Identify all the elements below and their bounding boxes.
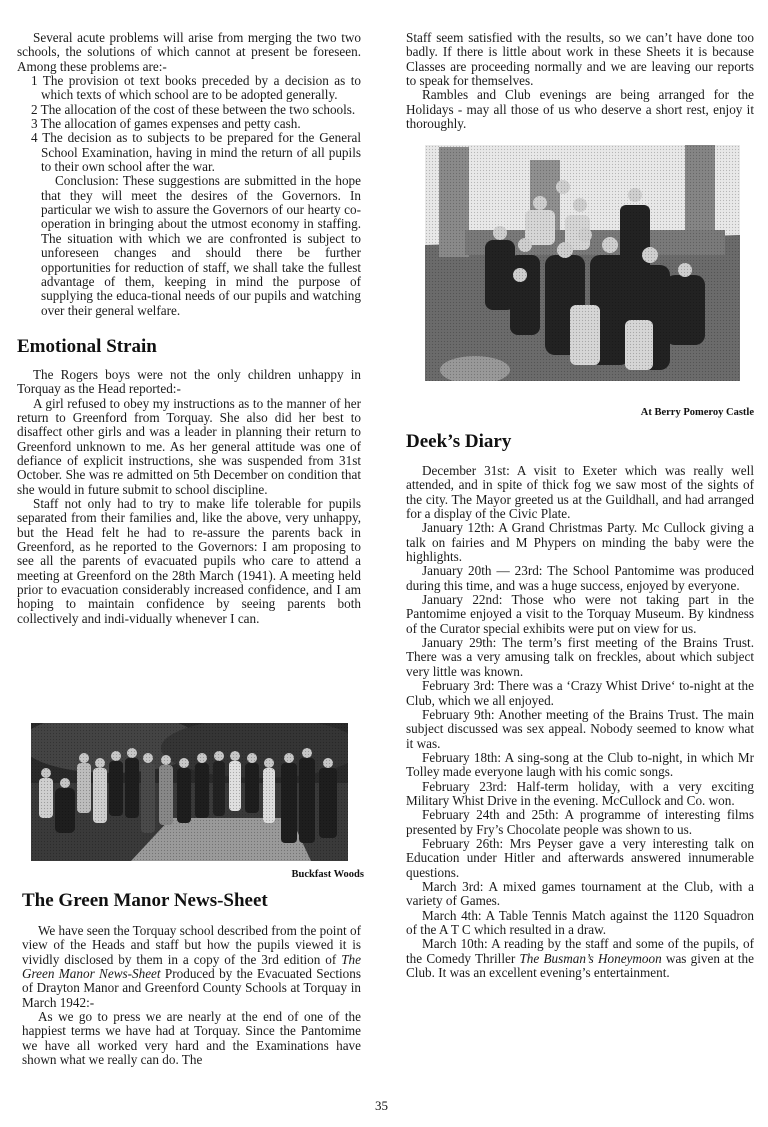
diary-entry: March 4th: A Table Tennis Match against the 1120 Squadron of the A T C which resulted in a draw. xyxy=(406,907,754,937)
diary-entry: February 26th: Mrs Peyser gave a very interesting talk on Education under Hitler and afterwards answered innumerable questions. xyxy=(406,835,754,880)
diary-entry: February 23rd: Half-term holiday, with a very exciting Military Whist Drive in the evening. McCullock and Co. won. xyxy=(406,778,754,808)
diary-entry: March 3rd: A mixed games tournament at the Club, with a variety of Games. xyxy=(406,878,754,909)
text-span: Produced by the Evacuated Sections of Drayton Manor and Greenford County Schools at Torquay in March 1942:- xyxy=(22,966,361,1010)
body-paragraph: A girl refused to obey my instructions as to the manner of her return to Greenford from Torquay. She also did her best to disaffect other girls and was a leader in planning their return to Greenford unknown to me. As her general attitude was one of defiance of explicit instructions, she was suspended from 31st October. She was re admitted on 5th December on condition that she would in future submit to school discipline. xyxy=(17,395,361,497)
intro-paragraph: Several acute problems will arise from merging the two two schools, the solutions of which cannot at present be foreseen. Among these problems are:- xyxy=(17,30,361,74)
text-span: was given at the Club. It was an excellent evening’s entertainment. xyxy=(406,950,754,981)
body-paragraph xyxy=(22,924,361,1010)
diary-entry: December 31st: A visit to Exeter which was really well attended, and in spite of thick fog we saw most of the sights of the city. The Mayor greeted us at the Guildhall, and had arranged for a display of the Civic Plate. xyxy=(406,463,754,522)
photo-caption: Buckfast Woods xyxy=(291,869,364,880)
diary-entry: February 18th: A sing-song at the Club to-night, in which Mr Tolley made everyone laugh with his comic songs. xyxy=(406,749,754,780)
diary-entry: February 24th and 25th: A programme of interesting films presented by Fry’s Chocolate people was shown to us. xyxy=(406,807,754,837)
diary-entry: January 29th: The term’s first meeting of the Brains Trust. There was a very amusing talk on freckles, about which subject very little was known. xyxy=(406,635,754,679)
right-column-top xyxy=(406,31,754,131)
problem-item: 2 The allocation of the cost of these between the two schools. xyxy=(31,101,356,117)
problem-item: 1 The provision ot text books preceded by a decision as to which texts of which school are to be adopted generally. xyxy=(31,73,361,103)
body-paragraph: As we go to press we are nearly at the end of one of the happiest terms we have had at Torquay. Since the Pantomime we have all worked very hard and the Examinations have shown what we really can do. The xyxy=(22,1009,361,1068)
text-span: We have seen the Torquay school described from the point of view of the Heads and staff but how the pupils viewed it is vividly disclosed by them in a copy of the 3rd edition of xyxy=(22,923,361,967)
problems-list xyxy=(31,74,361,174)
diary-entry xyxy=(406,937,754,980)
conclusion-paragraph: Conclusion: These suggestions are submitted in the hope that they will meet the desires of the Governors. In particular we wish to assure the Governors of our hearty co-operation in bringing about the utmost economy in staffing. The situation with which we are confronted is subject to unforeseen changes and should there be further opportunities for reduction of staff, we shall take the fullest advantage of them, keeping in mind the purpose of supplying the educa-tional needs of our pupils and watching over their general welfare. xyxy=(41,173,361,318)
section-heading-news-sheet: The Green Manor News-Sheet xyxy=(22,890,268,911)
diary-entry: February 3rd: There was a ‘Crazy Whist Drive‘ to-night at the Club, which we all enjoyed. xyxy=(406,678,754,708)
body-paragraph: Staff not only had to try to make life tolerable for pupils separated from their families and, like the above, very unhappy, but the Head felt he had to re-assure the parents back in Greenford, as he reported to the Governors: I am proposing to see all the parents of evacuated pupils who care to attend a meeting at Greenford on the 28th March (1941). A meeting held prior to evacuation considerably increased confidence, and I am hoping to maintain confidence by seeing parents both collectively and indi-vidually whenever I can. xyxy=(17,495,361,626)
diary-section xyxy=(406,431,754,980)
photo-buckfast-woods xyxy=(31,723,348,861)
diary-entry: January 20th — 23rd: The School Pantomime was produced during this time, and was a huge success, enjoyed by everyone. xyxy=(406,563,754,593)
body-paragraph: Staff seem satisfied with the results, so we can’t have done too badly. If there is little about work in these Sheets it is because Classes are proceeding normally and we are leaving our reports to speak for themselves. xyxy=(406,30,754,89)
diary-entry: January 12th: A Grand Christmas Party. Mc Cullock giving a talk on fairies and M Phypers on minding the baby were the highlights. xyxy=(406,520,754,565)
text-span: March 10th: A reading by the staff and some of the pupils, of the Comedy Thriller xyxy=(406,936,754,966)
problem-item: 3 The allocation of games expenses and petty cash. xyxy=(31,116,301,132)
photo-caption: At Berry Pomeroy Castle xyxy=(640,407,754,418)
problem-item: 4 The decision as to subjects to be prepared for the General School Examination, having in mind the return of all pupils to their own school after the war. xyxy=(31,130,361,175)
news-sheet-section xyxy=(17,890,361,1067)
body-paragraph: Rambles and Club evenings are being arranged for the Holidays - may all those of us who deserve a short rest, enjoy it thoroughly. xyxy=(406,87,754,132)
publication-title: The Green Manor News-Sheet xyxy=(22,951,361,982)
diary-entry: January 22nd: Those who were not taking part in the Pantomime enjoyed a visit to the Torquay Museum. By kindness of the Curator special exhibits were put on view for us. xyxy=(406,592,754,636)
play-title: The Busman’s Honeymoon xyxy=(519,950,662,966)
diary-entry: February 9th: Another meeting of the Brains Trust. The main subject discussed was sex appeal. Nobody seemed to know what it was. xyxy=(406,706,754,751)
left-column xyxy=(17,31,361,626)
section-heading-emotional-strain: Emotional Strain xyxy=(17,335,157,357)
page-number: 35 xyxy=(375,1098,388,1113)
group-photo-image xyxy=(31,723,348,861)
conclusion-block xyxy=(41,174,361,317)
section-heading-deeks-diary: Deek’s Diary xyxy=(406,431,512,452)
photo-berry-pomeroy-castle xyxy=(425,145,740,381)
group-photo-image xyxy=(425,145,740,381)
body-paragraph: The Rogers boys were not the only children unhappy in Torquay as the Head reported:- xyxy=(17,366,361,397)
